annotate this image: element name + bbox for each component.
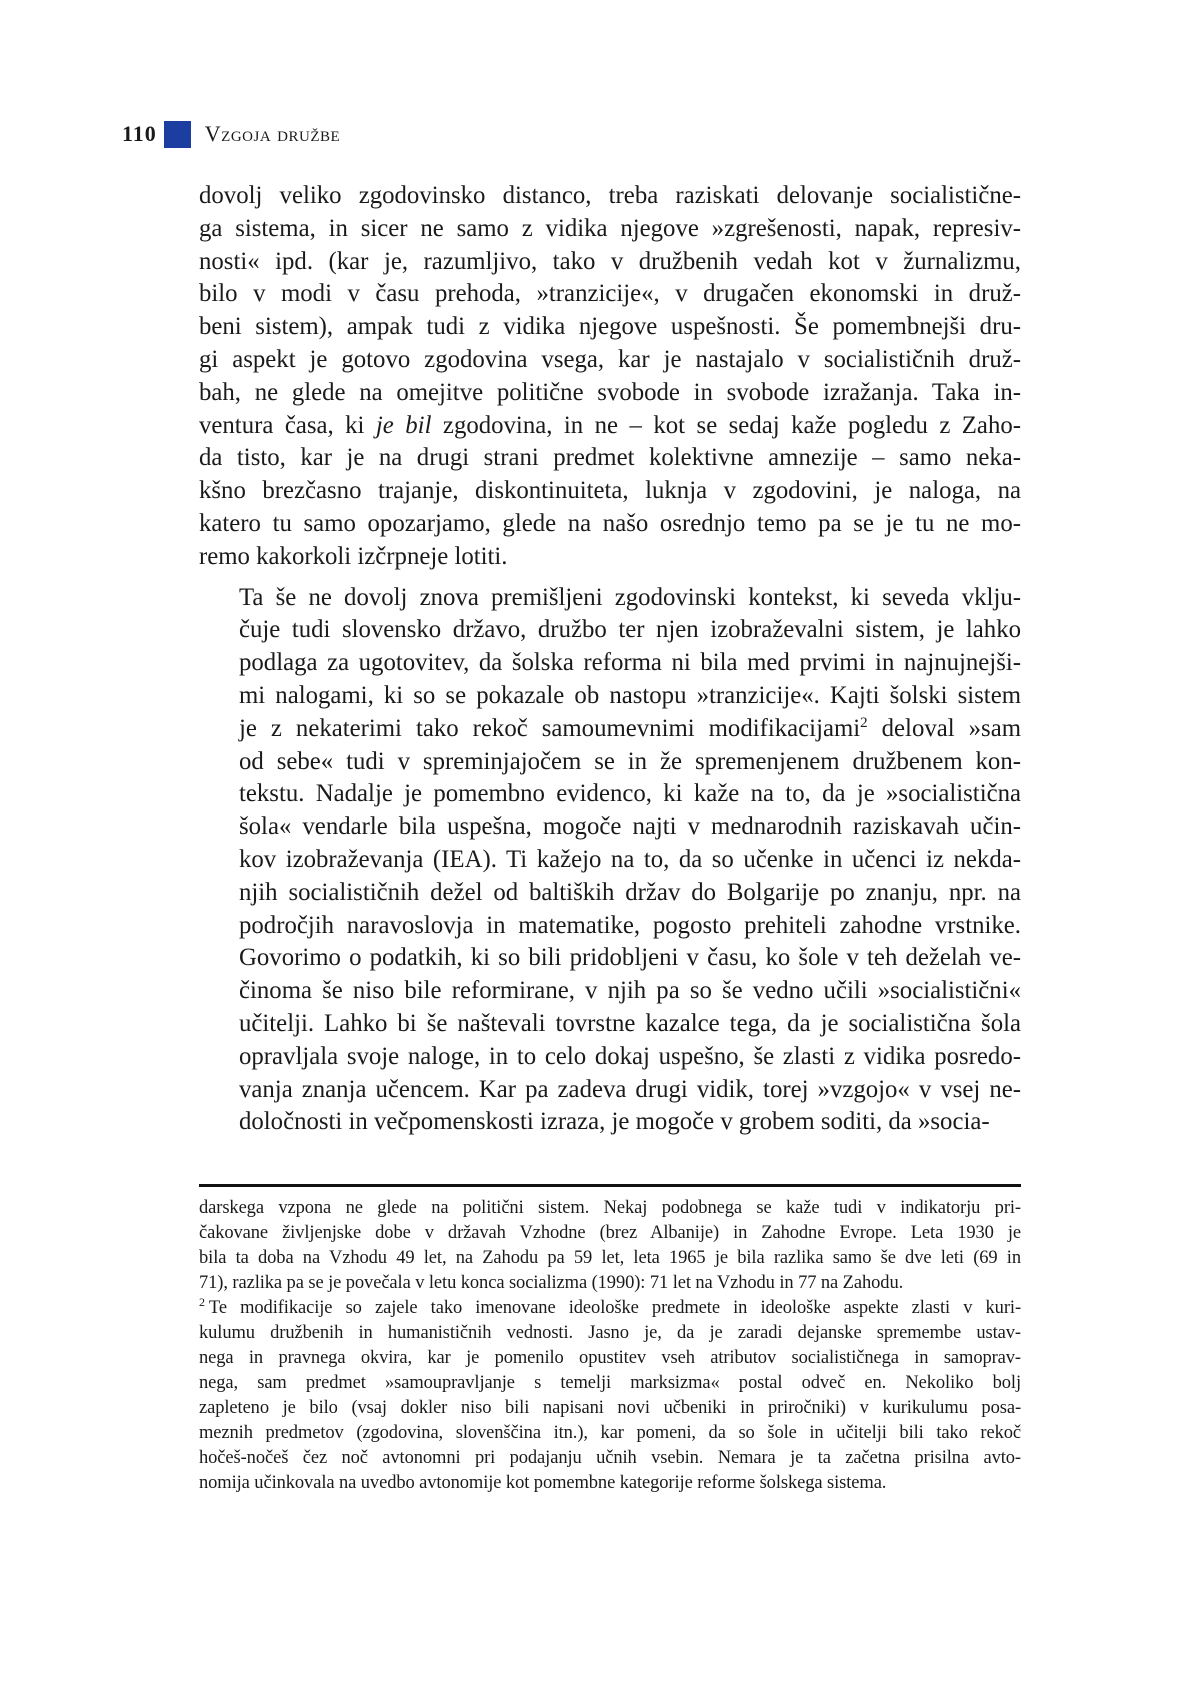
text-line: opravljala svoje naloge, in to celo dokaj uspešno, še zlasti z vidika posredo-	[239, 1042, 1021, 1070]
text-line: činoma še niso bile reformirane, v njih pa so še vedno učili »socialistični«	[239, 977, 1021, 1005]
text-line: nega, sam predmet »samoupravljanje s temelji marksizma« postal odveč en. Nekoliko bolj	[199, 1373, 1021, 1393]
text-line: vanja znanja učencem. Kar pa zadeva drugi vidik, torej »vzgojo« v vsej ne-	[239, 1075, 1021, 1103]
blue-square-marker	[164, 121, 191, 148]
text-line: $^2$ Te modifikacije so zajele tako imenovane ideološke predmete in ideološke aspekte zlasti v kuri-	[199, 1295, 1021, 1318]
text-line: bila ta doba na Vzhodu 49 let, na Zahodu pa 59 let, leta 1965 je bila razlika samo še dve leti (69 in	[199, 1248, 1021, 1268]
running-title: Vzgoja družbe	[204, 121, 341, 146]
text-line: je z nekaterimi tako rekoč samoumevnimi modifikacijami$^2$ deloval »sam	[239, 714, 1021, 742]
text-line: čakovane življenjske dobe v državah Vzhodne (brez Albanije) in Zahodne Evrope. Leta 1930 je	[199, 1223, 1021, 1243]
text-line: hočeš-nočeš čez noč avtonomni pri podajanju učnih vsebin. Nemara je ta začetna prisilna avto-	[199, 1448, 1021, 1468]
text-line: tekstu. Nadalje je pomembno evidenco, ki kaže na to, da je »socialistična	[239, 780, 1021, 808]
text-line: bilo v modi v času prehoda, »tranzicije«, v drugačen ekonomski in druž-	[199, 280, 1021, 308]
text-line: bah, ne glede na omejitve politične svobode in svobode izražanja. Taka in-	[199, 378, 1021, 406]
footnote-continued	[199, 1196, 1021, 1296]
text-line: nomija učinkovala na uvedbo avtonomije kot pomembne kategorije reforme šolskega sistema.	[199, 1473, 887, 1493]
text-line: nosti« ipd. (kar je, razumljivo, tako v družbenih vedah kot v žurnalizmu,	[199, 247, 1021, 275]
text-line: remo kakorkoli izčrpneje lotiti.	[199, 542, 508, 570]
text-line: kulumu družbenih in humanističnih vednosti. Jasno je, da je zaradi dejanske spremembe ustav-	[199, 1323, 1021, 1343]
text-line: gi aspekt je gotovo zgodovina vsega, kar je nastajalo v socialističnih druž-	[199, 345, 1021, 373]
text-line: podlaga za ugotovitev, da šolska reforma ni bila med prvimi in najnujnejši-	[239, 649, 1021, 677]
text-line: področjih naravoslovja in matematike, pogosto prehiteli zahodne vrstnike.	[239, 911, 1021, 939]
footnote-marker: 2	[199, 1295, 205, 1309]
text-line: katero tu samo opozarjamo, glede na našo osrednjo temo pa se je tu ne mo-	[199, 509, 1021, 537]
paragraph-1	[199, 180, 1021, 574]
text-line: čuje tudi slovensko državo, družbo ter njen izobraževalni sistem, je lahko	[239, 616, 1021, 644]
text-line: mi nalogami, ki so se pokazale ob nastopu »tranzicije«. Kajti šolski sistem	[239, 681, 1021, 709]
text-line: od sebe« tudi v spreminjajočem se in že spremenjenem družbenem kon-	[239, 747, 1021, 775]
paragraph-2	[199, 582, 1021, 1140]
text-line: Ta še ne dovolj znova premišljeni zgodovinski kontekst, ki seveda vklju-	[239, 583, 1021, 611]
italic-phrase: je bil	[375, 411, 432, 439]
text-line: učitelji. Lahko bi še naštevali tovrstne kazalce tega, da je socialistična šola	[239, 1009, 1021, 1037]
text-line: ga sistema, in sicer ne samo z vidika njegove »zgrešenosti, napak, represiv-	[199, 214, 1021, 242]
footnote-rule	[199, 1184, 1021, 1187]
text-line: dovolj veliko zgodovinsko distanco, treba raziskati delovanje socialistične-	[199, 182, 1021, 209]
text-line: Govorimo o podatkih, ki so bili pridobljeni v času, ko šole v teh deželah ve-	[239, 944, 1021, 972]
text-line: nega in pravnega okvira, kar je pomenilo opustitev vseh atributov socialističnega in samoprav-	[199, 1348, 1021, 1368]
text-line: 71), razlika pa se je povečala v letu konca socializma (1990): 71 let na Vzhodu in 77 na Zahodu.	[199, 1273, 904, 1293]
page-number: 110	[122, 121, 157, 146]
text-line: kov izobraževanja (IEA). Ti kažejo na to, da so učenke in učenci iz nekda-	[239, 845, 1021, 873]
running-header	[122, 118, 340, 150]
text-line: zapleteno je bilo (vsaj dokler niso bili napisani novi učbeniki in priročniki) v kurikulumu posa-	[199, 1398, 1021, 1418]
text-line: določnosti in večpomenskosti izraza, je mogoče v grobem soditi, da »socia-	[239, 1108, 990, 1136]
text-line: beni sistem), ampak tudi z vidika njegove uspešnosti. Še pomembnejši dru-	[199, 313, 1021, 341]
text-line: njih socialističnih dežel od baltiških držav do Bolgarije po znanju, npr. na	[239, 878, 1021, 906]
footnote-reference: 2	[860, 714, 868, 731]
footnotes	[199, 1196, 1021, 1496]
text-line: ventura časa, ki je bil zgodovina, in ne – kot se sedaj kaže pogledu z Zaho-	[199, 411, 1021, 439]
text-line: kšno brezčasno trajanje, diskontinuiteta, luknja v zgodovini, je naloga, na	[199, 477, 1021, 505]
footnote-2	[199, 1296, 1021, 1496]
text-line: šola« vendarle bila uspešna, mogoče najti v mednarodnih raziskavah učin-	[239, 813, 1021, 841]
text-line: da tisto, kar je na drugi strani predmet kolektivne amnezije – samo neka-	[199, 444, 1021, 472]
text-line: darskega vzpona ne glede na politični sistem. Nekaj podobnega se kaže tudi v indikatorju pri-	[199, 1198, 1021, 1218]
main-text	[199, 180, 1021, 1139]
text-line: meznih predmetov (zgodovina, slovenščina itn.), kar pomeni, da so šole in učitelji bili tako rekoč	[199, 1423, 1021, 1443]
